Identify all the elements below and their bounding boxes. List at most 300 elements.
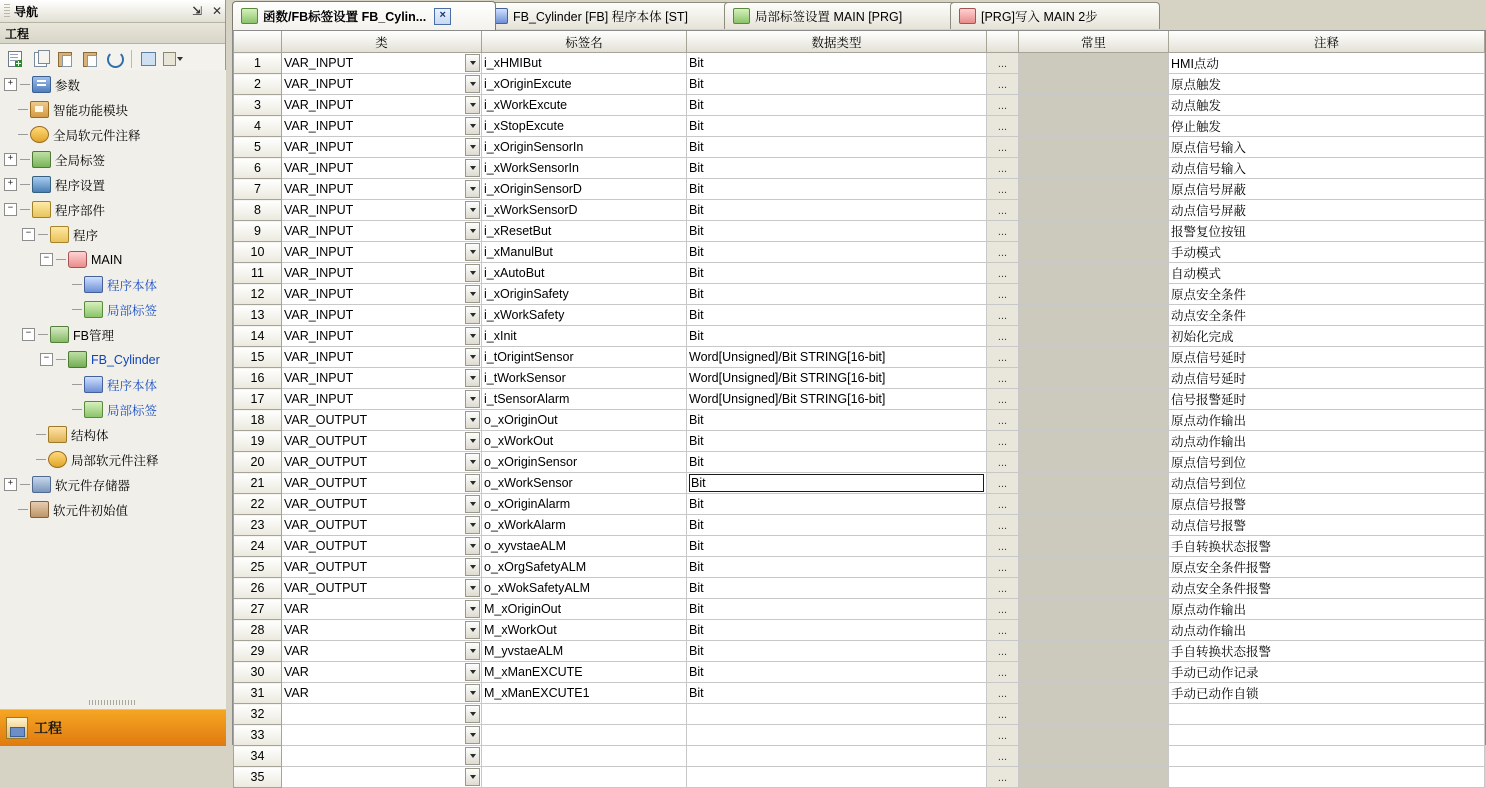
- cell-label-name[interactable]: i_xManulBut: [482, 242, 687, 263]
- cell-class[interactable]: VAR_INPUT: [282, 53, 482, 74]
- cell-constant[interactable]: [1019, 452, 1169, 473]
- data-type-browse-button[interactable]: ...: [987, 410, 1019, 431]
- refresh-button[interactable]: [104, 48, 126, 70]
- cell-constant[interactable]: [1019, 368, 1169, 389]
- cell-comment[interactable]: HMI点动: [1169, 53, 1485, 74]
- expander-icon[interactable]: −: [22, 328, 35, 341]
- cell-data-type[interactable]: Word[Unsigned]/Bit STRING[16-bit]: [687, 389, 987, 410]
- cell-data-type[interactable]: Bit: [687, 410, 987, 431]
- tree-item-main-body[interactable]: [0, 272, 226, 297]
- row-number[interactable]: 17: [234, 389, 282, 410]
- cell-class[interactable]: VAR_INPUT: [282, 221, 482, 242]
- expander-icon[interactable]: −: [4, 203, 17, 216]
- table-row[interactable]: [234, 347, 1485, 368]
- cell-data-type[interactable]: Bit: [687, 158, 987, 179]
- table-row[interactable]: [234, 578, 1485, 599]
- expander-icon[interactable]: +: [4, 478, 17, 491]
- data-type-browse-button[interactable]: ...: [987, 284, 1019, 305]
- cell-class[interactable]: VAR_INPUT: [282, 242, 482, 263]
- cell-constant[interactable]: [1019, 578, 1169, 599]
- tree-item-device-init[interactable]: [0, 497, 226, 522]
- data-type-browse-button[interactable]: ...: [987, 158, 1019, 179]
- cell-comment[interactable]: 手自转换状态报警: [1169, 641, 1485, 662]
- cell-constant[interactable]: [1019, 200, 1169, 221]
- table-row[interactable]: [234, 431, 1485, 452]
- row-number[interactable]: 15: [234, 347, 282, 368]
- chevron-down-icon[interactable]: [465, 264, 480, 282]
- cell-data-type[interactable]: Bit: [687, 284, 987, 305]
- data-type-browse-button[interactable]: ...: [987, 494, 1019, 515]
- table-row[interactable]: [234, 74, 1485, 95]
- row-number[interactable]: 28: [234, 620, 282, 641]
- cell-class[interactable]: VAR_OUTPUT: [282, 452, 482, 473]
- tree-item-program-setting[interactable]: [0, 172, 226, 197]
- table-row[interactable]: [234, 767, 1485, 788]
- data-type-browse-button[interactable]: ...: [987, 179, 1019, 200]
- header-label-name[interactable]: 标签名: [482, 31, 687, 53]
- cell-comment[interactable]: 手自转换状态报警: [1169, 536, 1485, 557]
- cell-constant[interactable]: [1019, 389, 1169, 410]
- data-type-browse-button[interactable]: ...: [987, 74, 1019, 95]
- table-row[interactable]: [234, 95, 1485, 116]
- table-row[interactable]: [234, 557, 1485, 578]
- cell-constant[interactable]: [1019, 242, 1169, 263]
- table-row[interactable]: [234, 242, 1485, 263]
- cell-label-name[interactable]: [482, 725, 687, 746]
- cell-class[interactable]: VAR_INPUT: [282, 95, 482, 116]
- row-number[interactable]: 13: [234, 305, 282, 326]
- cell-label-name[interactable]: o_xOrgSafetyALM: [482, 557, 687, 578]
- table-row[interactable]: [234, 599, 1485, 620]
- copy-button[interactable]: [29, 48, 51, 70]
- header-comment[interactable]: 注释: [1169, 31, 1485, 53]
- cell-data-type[interactable]: Bit: [687, 179, 987, 200]
- cell-class[interactable]: VAR: [282, 641, 482, 662]
- chevron-down-icon[interactable]: [465, 54, 480, 72]
- row-number[interactable]: 6: [234, 158, 282, 179]
- row-number[interactable]: 29: [234, 641, 282, 662]
- cell-label-name[interactable]: i_xInit: [482, 326, 687, 347]
- data-type-browse-button[interactable]: ...: [987, 305, 1019, 326]
- data-type-browse-button[interactable]: ...: [987, 326, 1019, 347]
- data-type-browse-button[interactable]: ...: [987, 347, 1019, 368]
- row-number[interactable]: 12: [234, 284, 282, 305]
- chevron-down-icon[interactable]: [465, 75, 480, 93]
- tree-item-program-part[interactable]: [0, 197, 226, 222]
- tree-item-program-folder[interactable]: [0, 222, 226, 247]
- cell-data-type[interactable]: Bit: [687, 452, 987, 473]
- row-number[interactable]: 5: [234, 137, 282, 158]
- cell-data-type[interactable]: Bit: [687, 578, 987, 599]
- cell-class[interactable]: VAR_INPUT: [282, 116, 482, 137]
- tree-item-fb-local-label[interactable]: [0, 397, 226, 422]
- data-type-browse-button[interactable]: ...: [987, 221, 1019, 242]
- data-type-browse-button[interactable]: ...: [987, 746, 1019, 767]
- row-number[interactable]: 16: [234, 368, 282, 389]
- cell-comment[interactable]: 原点信号延时: [1169, 347, 1485, 368]
- data-type-browse-button[interactable]: ...: [987, 116, 1019, 137]
- table-row[interactable]: [234, 620, 1485, 641]
- header-browse[interactable]: [987, 31, 1019, 53]
- row-number[interactable]: 9: [234, 221, 282, 242]
- cell-class[interactable]: VAR_OUTPUT: [282, 410, 482, 431]
- cell-comment[interactable]: 初始化完成: [1169, 326, 1485, 347]
- data-type-browse-button[interactable]: ...: [987, 557, 1019, 578]
- cell-class[interactable]: VAR_INPUT: [282, 200, 482, 221]
- cell-constant[interactable]: [1019, 641, 1169, 662]
- chevron-down-icon[interactable]: [465, 474, 480, 492]
- row-number[interactable]: 1: [234, 53, 282, 74]
- cell-comment[interactable]: 动点动作输出: [1169, 431, 1485, 452]
- cell-data-type[interactable]: [687, 725, 987, 746]
- cell-class[interactable]: VAR_INPUT: [282, 326, 482, 347]
- cell-class[interactable]: VAR_INPUT: [282, 389, 482, 410]
- chevron-down-icon[interactable]: [465, 180, 480, 198]
- cell-data-type[interactable]: [687, 473, 987, 494]
- cell-comment[interactable]: [1169, 767, 1485, 788]
- cell-comment[interactable]: [1169, 725, 1485, 746]
- row-number[interactable]: 11: [234, 263, 282, 284]
- cell-class[interactable]: VAR: [282, 662, 482, 683]
- row-number[interactable]: 3: [234, 95, 282, 116]
- cell-data-type[interactable]: Bit: [687, 515, 987, 536]
- header-class[interactable]: 类: [282, 31, 482, 53]
- chevron-down-icon[interactable]: [465, 327, 480, 345]
- chevron-down-icon[interactable]: [465, 306, 480, 324]
- cell-class[interactable]: VAR: [282, 683, 482, 704]
- cell-label-name[interactable]: i_xOriginSensorD: [482, 179, 687, 200]
- cell-data-type[interactable]: Bit: [687, 431, 987, 452]
- expander-icon[interactable]: +: [4, 78, 17, 91]
- cell-label-name[interactable]: M_xWorkOut: [482, 620, 687, 641]
- row-number[interactable]: 26: [234, 578, 282, 599]
- row-number[interactable]: 22: [234, 494, 282, 515]
- cell-comment[interactable]: 动点安全条件报警: [1169, 578, 1485, 599]
- table-row[interactable]: [234, 536, 1485, 557]
- data-type-browse-button[interactable]: ...: [987, 599, 1019, 620]
- cell-data-type[interactable]: Bit: [687, 494, 987, 515]
- data-type-browse-button[interactable]: ...: [987, 53, 1019, 74]
- chevron-down-icon[interactable]: [465, 705, 480, 723]
- cell-label-name[interactable]: M_xManEXCUTE: [482, 662, 687, 683]
- data-type-browse-button[interactable]: ...: [987, 767, 1019, 788]
- cell-comment[interactable]: 报警复位按钮: [1169, 221, 1485, 242]
- connection-button[interactable]: [137, 48, 159, 70]
- tree-item-device-memory[interactable]: [0, 472, 226, 497]
- chevron-down-icon[interactable]: [465, 285, 480, 303]
- cell-constant[interactable]: [1019, 704, 1169, 725]
- data-type-browse-button[interactable]: ...: [987, 683, 1019, 704]
- paste-special-button[interactable]: [79, 48, 101, 70]
- table-row[interactable]: [234, 263, 1485, 284]
- cell-constant[interactable]: [1019, 746, 1169, 767]
- cell-class[interactable]: VAR_OUTPUT: [282, 557, 482, 578]
- table-row[interactable]: [234, 389, 1485, 410]
- cell-data-type[interactable]: Bit: [687, 74, 987, 95]
- header-rownum[interactable]: [234, 31, 282, 53]
- cell-class[interactable]: VAR_OUTPUT: [282, 494, 482, 515]
- cell-comment[interactable]: 动点触发: [1169, 95, 1485, 116]
- table-row[interactable]: [234, 515, 1485, 536]
- cell-class[interactable]: VAR: [282, 620, 482, 641]
- cell-label-name[interactable]: M_xOriginOut: [482, 599, 687, 620]
- table-row[interactable]: [234, 704, 1485, 725]
- cell-class[interactable]: [282, 746, 482, 767]
- table-row[interactable]: [234, 200, 1485, 221]
- cell-class[interactable]: VAR_INPUT: [282, 368, 482, 389]
- cell-label-name[interactable]: i_xHMIBut: [482, 53, 687, 74]
- cell-comment[interactable]: [1169, 746, 1485, 767]
- expander-icon[interactable]: −: [40, 353, 53, 366]
- tree-item-main-local-label[interactable]: [0, 297, 226, 322]
- row-number[interactable]: 19: [234, 431, 282, 452]
- cell-data-type[interactable]: Bit: [687, 305, 987, 326]
- data-type-browse-button[interactable]: ...: [987, 620, 1019, 641]
- table-row[interactable]: [234, 116, 1485, 137]
- cell-comment[interactable]: 原点信号到位: [1169, 452, 1485, 473]
- tree-item-main[interactable]: [0, 247, 226, 272]
- table-row[interactable]: [234, 494, 1485, 515]
- row-number[interactable]: 23: [234, 515, 282, 536]
- row-number[interactable]: 8: [234, 200, 282, 221]
- data-type-browse-button[interactable]: ...: [987, 473, 1019, 494]
- tree-item-struct[interactable]: [0, 422, 226, 447]
- chevron-down-icon[interactable]: [465, 747, 480, 765]
- tab-fb-cylinder-body[interactable]: [482, 2, 740, 29]
- cell-data-type[interactable]: Bit: [687, 263, 987, 284]
- data-type-browse-button[interactable]: ...: [987, 515, 1019, 536]
- chevron-down-icon[interactable]: [465, 600, 480, 618]
- cell-constant[interactable]: [1019, 347, 1169, 368]
- table-row[interactable]: [234, 683, 1485, 704]
- cell-label-name[interactable]: i_xResetBut: [482, 221, 687, 242]
- data-type-browse-button[interactable]: ...: [987, 95, 1019, 116]
- cell-label-name[interactable]: [482, 767, 687, 788]
- cell-class[interactable]: VAR_INPUT: [282, 158, 482, 179]
- cell-label-name[interactable]: o_xyvstaeALM: [482, 536, 687, 557]
- cell-constant[interactable]: [1019, 284, 1169, 305]
- chevron-down-icon[interactable]: [465, 558, 480, 576]
- cell-class[interactable]: VAR_INPUT: [282, 179, 482, 200]
- cell-data-type[interactable]: Bit: [687, 641, 987, 662]
- tree-item-smart-module[interactable]: [0, 97, 226, 122]
- cell-data-type[interactable]: Bit: [687, 599, 987, 620]
- panel-resize-grip[interactable]: [0, 695, 226, 709]
- cell-constant[interactable]: [1019, 263, 1169, 284]
- table-row[interactable]: [234, 725, 1485, 746]
- table-row[interactable]: [234, 284, 1485, 305]
- tree-item-global-comment[interactable]: [0, 122, 226, 147]
- cell-label-name[interactable]: [482, 746, 687, 767]
- cell-comment[interactable]: [1169, 704, 1485, 725]
- row-number[interactable]: 31: [234, 683, 282, 704]
- chevron-down-icon[interactable]: [465, 495, 480, 513]
- table-row[interactable]: [234, 305, 1485, 326]
- cell-comment[interactable]: 原点动作输出: [1169, 599, 1485, 620]
- data-type-browse-button[interactable]: ...: [987, 431, 1019, 452]
- cell-data-type[interactable]: [687, 767, 987, 788]
- close-icon[interactable]: ×: [434, 8, 451, 25]
- cell-class[interactable]: VAR_INPUT: [282, 137, 482, 158]
- data-type-browse-button[interactable]: ...: [987, 200, 1019, 221]
- expander-icon[interactable]: −: [40, 253, 53, 266]
- chevron-down-icon[interactable]: [465, 642, 480, 660]
- data-type-browse-button[interactable]: ...: [987, 662, 1019, 683]
- cell-constant[interactable]: [1019, 305, 1169, 326]
- cell-constant[interactable]: [1019, 221, 1169, 242]
- data-type-browse-button[interactable]: ...: [987, 536, 1019, 557]
- cell-data-type[interactable]: Bit: [687, 53, 987, 74]
- paste-button[interactable]: [54, 48, 76, 70]
- table-row[interactable]: [234, 179, 1485, 200]
- cell-data-type[interactable]: Bit: [687, 221, 987, 242]
- tree-item-fb-cylinder[interactable]: [0, 347, 226, 372]
- tab-prg-main[interactable]: [950, 2, 1160, 29]
- chevron-down-icon[interactable]: [465, 411, 480, 429]
- chevron-down-icon[interactable]: [465, 222, 480, 240]
- cell-class[interactable]: VAR_INPUT: [282, 305, 482, 326]
- cell-constant[interactable]: [1019, 158, 1169, 179]
- data-type-browse-button[interactable]: ...: [987, 725, 1019, 746]
- cell-constant[interactable]: [1019, 74, 1169, 95]
- cell-label-name[interactable]: [482, 704, 687, 725]
- data-type-browse-button[interactable]: ...: [987, 704, 1019, 725]
- chevron-down-icon[interactable]: [465, 201, 480, 219]
- row-number[interactable]: 27: [234, 599, 282, 620]
- data-type-browse-button[interactable]: ...: [987, 137, 1019, 158]
- cell-class[interactable]: VAR_INPUT: [282, 74, 482, 95]
- cell-constant[interactable]: [1019, 599, 1169, 620]
- cell-data-type[interactable]: Bit: [687, 200, 987, 221]
- cell-label-name[interactable]: o_xOriginAlarm: [482, 494, 687, 515]
- chevron-down-icon[interactable]: [465, 138, 480, 156]
- tab-fb-label-setting[interactable]: [232, 1, 496, 30]
- cell-label-name[interactable]: i_xWorkExcute: [482, 95, 687, 116]
- cell-constant[interactable]: [1019, 137, 1169, 158]
- cell-constant[interactable]: [1019, 410, 1169, 431]
- chevron-down-icon[interactable]: [465, 663, 480, 681]
- table-row[interactable]: [234, 137, 1485, 158]
- cell-constant[interactable]: [1019, 326, 1169, 347]
- cell-constant[interactable]: [1019, 725, 1169, 746]
- table-row[interactable]: [234, 746, 1485, 767]
- cell-class[interactable]: VAR_INPUT: [282, 347, 482, 368]
- row-number[interactable]: 32: [234, 704, 282, 725]
- cell-comment[interactable]: 动点信号到位: [1169, 473, 1485, 494]
- cell-label-name[interactable]: i_xWorkSensorD: [482, 200, 687, 221]
- cell-constant[interactable]: [1019, 116, 1169, 137]
- pin-icon[interactable]: ⇲: [191, 4, 203, 18]
- cell-label-name[interactable]: i_xWorkSafety: [482, 305, 687, 326]
- cell-data-type[interactable]: Bit: [687, 557, 987, 578]
- cell-data-type[interactable]: [687, 746, 987, 767]
- cell-label-name[interactable]: M_yvstaeALM: [482, 641, 687, 662]
- cell-data-type[interactable]: Word[Unsigned]/Bit STRING[16-bit]: [687, 368, 987, 389]
- table-row[interactable]: [234, 368, 1485, 389]
- cell-class[interactable]: VAR_OUTPUT: [282, 578, 482, 599]
- cell-comment[interactable]: 动点信号报警: [1169, 515, 1485, 536]
- cell-comment[interactable]: 动点动作输出: [1169, 620, 1485, 641]
- chevron-down-icon[interactable]: [465, 96, 480, 114]
- cell-constant[interactable]: [1019, 536, 1169, 557]
- header-data-type[interactable]: 数据类型: [687, 31, 987, 53]
- cell-label-name[interactable]: o_xWokSafetyALM: [482, 578, 687, 599]
- cell-data-type[interactable]: Bit: [687, 326, 987, 347]
- cell-constant[interactable]: [1019, 620, 1169, 641]
- data-type-browse-button[interactable]: ...: [987, 242, 1019, 263]
- cell-comment[interactable]: 停止触发: [1169, 116, 1485, 137]
- label-setting-grid[interactable]: [232, 30, 1486, 784]
- row-number[interactable]: 35: [234, 767, 282, 788]
- cell-constant[interactable]: [1019, 53, 1169, 74]
- row-number[interactable]: 21: [234, 473, 282, 494]
- chevron-down-icon[interactable]: [465, 537, 480, 555]
- row-number[interactable]: 18: [234, 410, 282, 431]
- table-row[interactable]: [234, 158, 1485, 179]
- cell-data-type[interactable]: Bit: [687, 116, 987, 137]
- expander-icon[interactable]: −: [22, 228, 35, 241]
- cell-label-name[interactable]: i_tWorkSensor: [482, 368, 687, 389]
- cell-class[interactable]: VAR_OUTPUT: [282, 473, 482, 494]
- cell-label-name[interactable]: i_xAutoBut: [482, 263, 687, 284]
- cell-data-type[interactable]: Word[Unsigned]/Bit STRING[16-bit]: [687, 347, 987, 368]
- cell-constant[interactable]: [1019, 95, 1169, 116]
- table-row[interactable]: [234, 410, 1485, 431]
- table-row[interactable]: [234, 452, 1485, 473]
- table-row[interactable]: [234, 641, 1485, 662]
- drag-grip-icon[interactable]: [4, 4, 10, 18]
- data-type-browse-button[interactable]: ...: [987, 641, 1019, 662]
- tree-item-fb-manager[interactable]: [0, 322, 226, 347]
- cell-data-type[interactable]: Bit: [687, 620, 987, 641]
- row-number[interactable]: 30: [234, 662, 282, 683]
- tree-item-local-comment[interactable]: [0, 447, 226, 472]
- cell-comment[interactable]: 原点触发: [1169, 74, 1485, 95]
- cell-label-name[interactable]: i_xOriginSafety: [482, 284, 687, 305]
- project-tree[interactable]: [0, 70, 226, 695]
- cell-label-name[interactable]: i_tOrigintSensor: [482, 347, 687, 368]
- cell-label-name[interactable]: o_xWorkAlarm: [482, 515, 687, 536]
- cell-class[interactable]: VAR_INPUT: [282, 263, 482, 284]
- cell-comment[interactable]: 原点安全条件: [1169, 284, 1485, 305]
- data-type-browse-button[interactable]: ...: [987, 263, 1019, 284]
- row-number[interactable]: 14: [234, 326, 282, 347]
- chevron-down-icon[interactable]: [465, 453, 480, 471]
- cell-label-name[interactable]: M_xManEXCUTE1: [482, 683, 687, 704]
- cell-comment[interactable]: 原点信号输入: [1169, 137, 1485, 158]
- table-row[interactable]: [234, 221, 1485, 242]
- cell-constant[interactable]: [1019, 767, 1169, 788]
- data-type-browse-button[interactable]: ...: [987, 389, 1019, 410]
- chevron-down-icon[interactable]: [465, 159, 480, 177]
- cell-constant[interactable]: [1019, 557, 1169, 578]
- cell-data-type[interactable]: Bit: [687, 683, 987, 704]
- cell-comment[interactable]: 原点动作输出: [1169, 410, 1485, 431]
- cell-data-type[interactable]: Bit: [687, 242, 987, 263]
- cell-comment[interactable]: 动点信号延时: [1169, 368, 1485, 389]
- cell-data-type[interactable]: Bit: [687, 137, 987, 158]
- tools-button[interactable]: [162, 48, 184, 70]
- chevron-down-icon[interactable]: [465, 348, 480, 366]
- chevron-down-icon[interactable]: [465, 117, 480, 135]
- row-number[interactable]: 34: [234, 746, 282, 767]
- cell-data-type[interactable]: Bit: [687, 95, 987, 116]
- cell-comment[interactable]: 手动已动作记录: [1169, 662, 1485, 683]
- expander-icon[interactable]: +: [4, 153, 17, 166]
- cell-class[interactable]: VAR_OUTPUT: [282, 515, 482, 536]
- cell-comment[interactable]: 原点信号报警: [1169, 494, 1485, 515]
- chevron-down-icon[interactable]: [465, 621, 480, 639]
